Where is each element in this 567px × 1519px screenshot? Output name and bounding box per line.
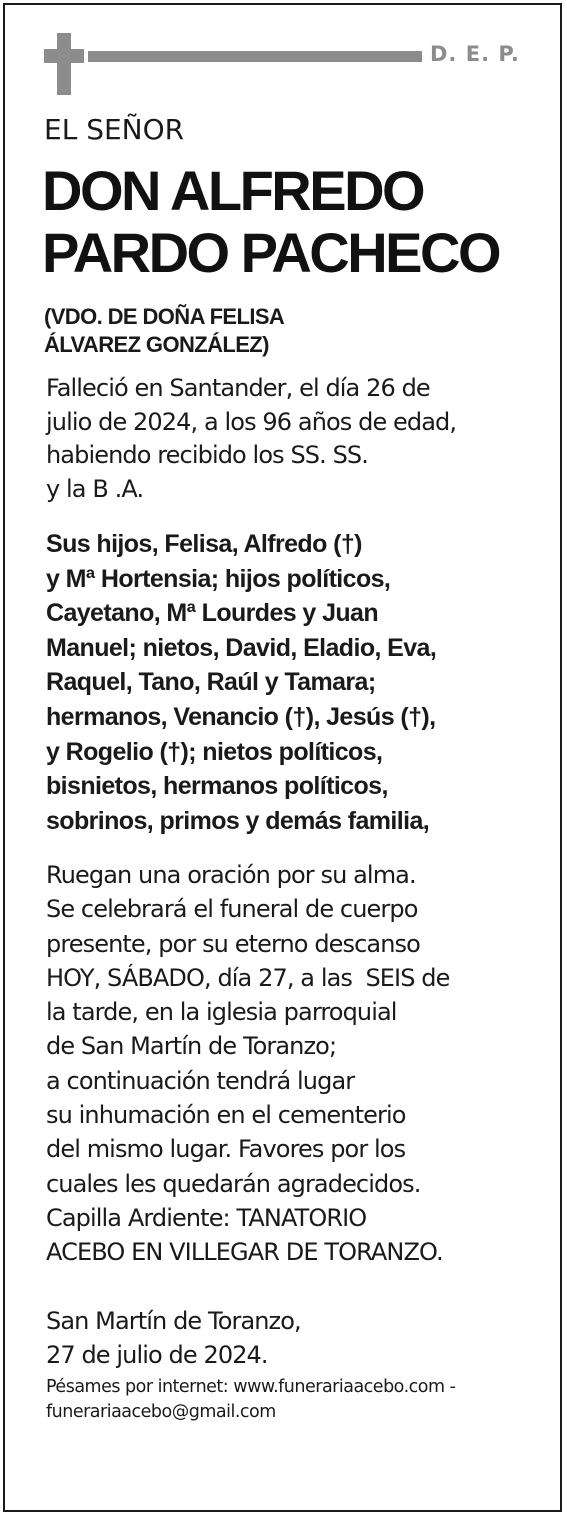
- text-line: presente, por su eterno descanso: [46, 929, 420, 958]
- family-paragraph: [46, 527, 436, 838]
- widower-note-line: ÁLVAREZ GONZÁLEZ): [44, 332, 269, 357]
- text-line: sobrinos, primos y demás familia,: [46, 806, 430, 835]
- contact-line: funerariaacebo@gmail.com: [46, 1402, 276, 1422]
- text-line: Ruegan una oración por su alma.: [46, 861, 416, 889]
- dep-label: D. E. P.: [430, 42, 520, 66]
- text-line: hermanos, Venancio (†), Jesús (†),: [46, 702, 436, 731]
- text-line: Cayetano, Mª Lourdes y Juan: [46, 599, 379, 628]
- widower-note: [44, 303, 284, 359]
- deceased-name-line: DON ALFREDO: [42, 159, 424, 222]
- contact-info: [46, 1375, 455, 1425]
- title-prefix: EL SEÑOR: [44, 113, 185, 146]
- funeral-paragraph: [46, 858, 450, 1270]
- text-line: 27 de julio de 2024.: [46, 1341, 268, 1369]
- text-line: y Mª Hortensia; hijos políticos,: [46, 564, 391, 593]
- text-line: su inhumación en el cementerio: [46, 1101, 406, 1130]
- text-line: y la B .A.: [46, 474, 144, 503]
- text-line: San Martín de Toranzo,: [46, 1307, 301, 1335]
- text-line: julio de 2024, a los 96 años de edad,: [46, 407, 457, 436]
- cross-icon-arm: [44, 49, 84, 63]
- header-row: [44, 33, 524, 95]
- text-line: la tarde, en la iglesia parroquial: [46, 998, 397, 1027]
- death-notice-paragraph: [46, 372, 456, 506]
- text-line: Raquel, Tano, Raúl y Tamara;: [46, 668, 376, 697]
- text-line: bisnietos, hermanos políticos,: [46, 772, 388, 801]
- text-line: Falleció en Santander, el día 26 de: [46, 374, 430, 402]
- text-line: ACEBO EN VILLEGAR DE TORANZO.: [46, 1238, 443, 1267]
- deceased-name-line: PARDO PACHECO: [42, 221, 500, 284]
- text-line: y Rogelio (†); nietos políticos,: [46, 737, 383, 766]
- text-line: Sus hijos, Felisa, Alfredo (†): [46, 530, 362, 558]
- text-line: Se celebrará el funeral de cuerpo: [46, 895, 418, 924]
- text-line: de San Martín de Toranzo;: [46, 1032, 337, 1061]
- widower-note-line: (VDO. DE DOÑA FELISA: [44, 304, 285, 329]
- text-line: Manuel; nietos, David, Eladio, Eva,: [46, 633, 437, 662]
- text-line: Capilla Ardiente: TANATORIO: [46, 1203, 367, 1232]
- text-line: a continuación tendrá lugar: [46, 1066, 355, 1095]
- text-line: cuales les quedarán agradecidos.: [46, 1169, 421, 1198]
- text-line: del mismo lugar. Favores por los: [46, 1135, 406, 1164]
- text-line: HOY, SÁBADO, día 27, a las SEIS de: [46, 963, 450, 992]
- deceased-name: [42, 160, 499, 284]
- header-divider-bar: [88, 51, 422, 62]
- contact-line: Pésames por internet: www.funerariaacebo.com -: [46, 1377, 456, 1397]
- text-line: habiendo recibido los SS. SS.: [46, 441, 368, 469]
- place-date: [46, 1304, 301, 1372]
- cross-icon: [57, 33, 71, 95]
